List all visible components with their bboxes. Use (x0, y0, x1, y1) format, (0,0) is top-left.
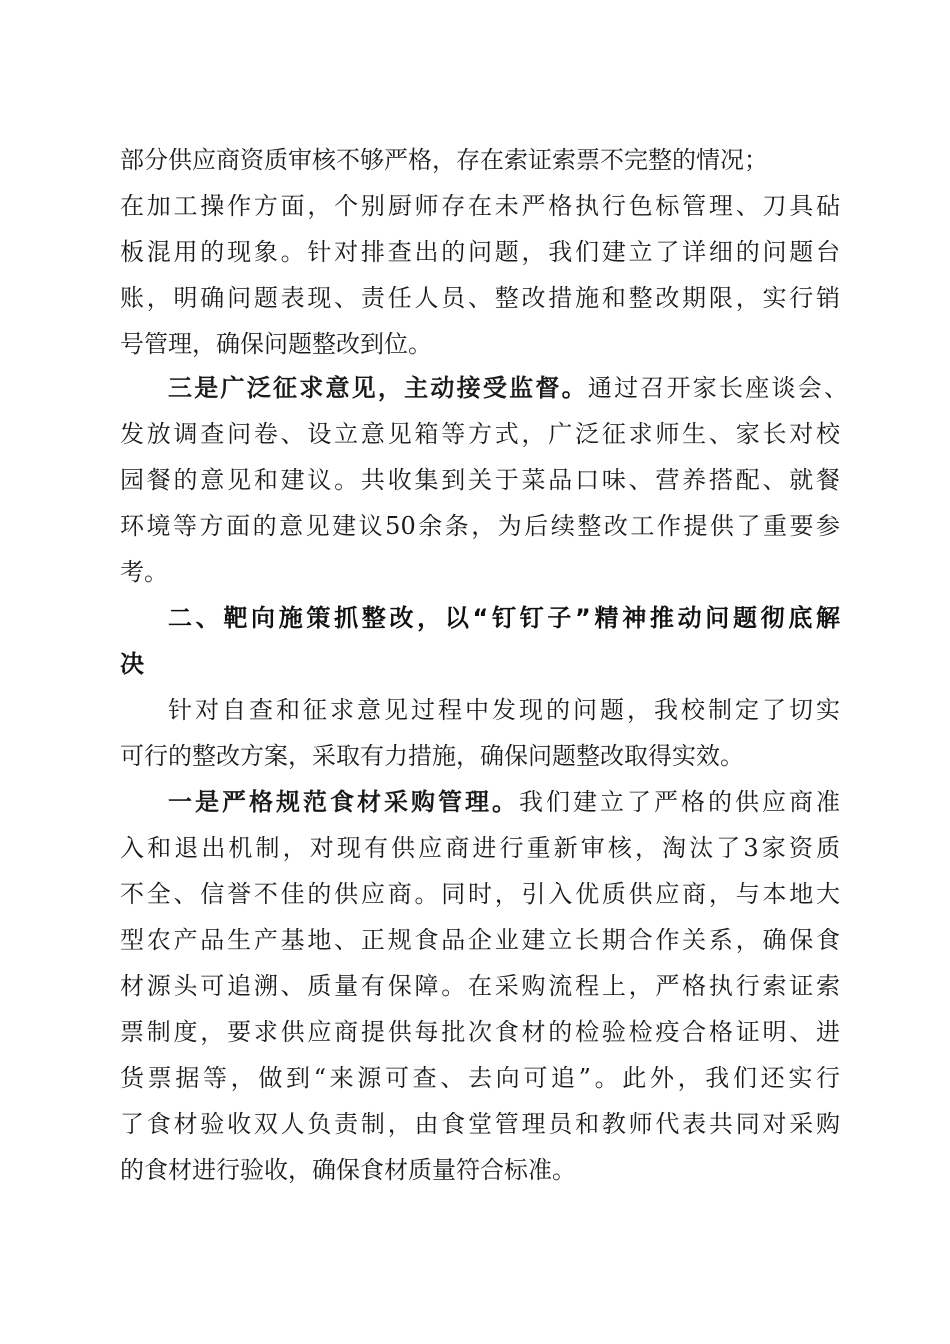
paragraph-lead: 一是严格规范食材采购管理。 (168, 787, 519, 816)
text-line: 针对自查和征求意见过程中发现的问题，我校制定了切实 (168, 696, 840, 724)
text-line: 不全、信誉不佳的供应商。同时，引入优质供应商，与本地大 (120, 880, 840, 908)
text-line: 的食材进行验收，确保食材质量符合标准。 (120, 1156, 576, 1184)
text-line: 号管理，确保问题整改到位。 (120, 330, 432, 358)
text-line: 发放调查问卷、设立意见箱等方式，广泛征求师生、家长对校 (120, 420, 840, 448)
text-line: 环境等方面的意见建议50余条，为后续整改工作提供了重要参 (120, 512, 840, 540)
text-line: 考。 (120, 558, 168, 586)
text-line: 部分供应商资质审核不够严格，存在索证索票不完整的情况； (120, 146, 768, 174)
text-line: 在加工操作方面，个别厨师存在未严格执行色标管理、刀具砧 (120, 192, 840, 220)
section-heading-continued: 决 (120, 650, 144, 678)
text-line: 板混用的现象。针对排查出的问题，我们建立了详细的问题台 (120, 238, 840, 266)
paragraph-lead-rest: 我们建立了严格的供应商准 (519, 788, 840, 816)
text-line: 入和退出机制，对现有供应商进行重新审核，淘汰了3家资质 (120, 834, 840, 862)
text-line: 货票据等，做到“来源可查、去向可追”。此外，我们还实行 (120, 1064, 840, 1092)
paragraph-lead-rest: 通过召开家长座谈会、 (587, 374, 849, 402)
paragraph-lead-line (168, 365, 848, 411)
text-line: 了食材验收双人负责制，由食堂管理员和教师代表共同对采购 (120, 1110, 840, 1138)
text-line: 型农产品生产基地、正规食品企业建立长期合作关系，确保食 (120, 926, 840, 954)
text-line: 票制度，要求供应商提供每批次食材的检验检疫合格证明、进 (120, 1018, 840, 1046)
text-line: 账，明确问题表现、责任人员、整改措施和整改期限，实行销 (120, 284, 840, 312)
text-line: 材源头可追溯、质量有保障。在采购流程上，严格执行索证索 (120, 972, 840, 1000)
text-line: 可行的整改方案，采取有力措施，确保问题整改取得实效。 (120, 742, 744, 770)
text-line: 园餐的意见和建议。共收集到关于菜品口味、营养搭配、就餐 (120, 466, 840, 494)
section-heading: 二、靶向施策抓整改，以“钉钉子”精神推动问题彻底解 (168, 604, 840, 632)
paragraph-lead-line (168, 779, 840, 825)
paragraph-lead: 三是广泛征求意见，主动接受监督。 (168, 373, 588, 402)
